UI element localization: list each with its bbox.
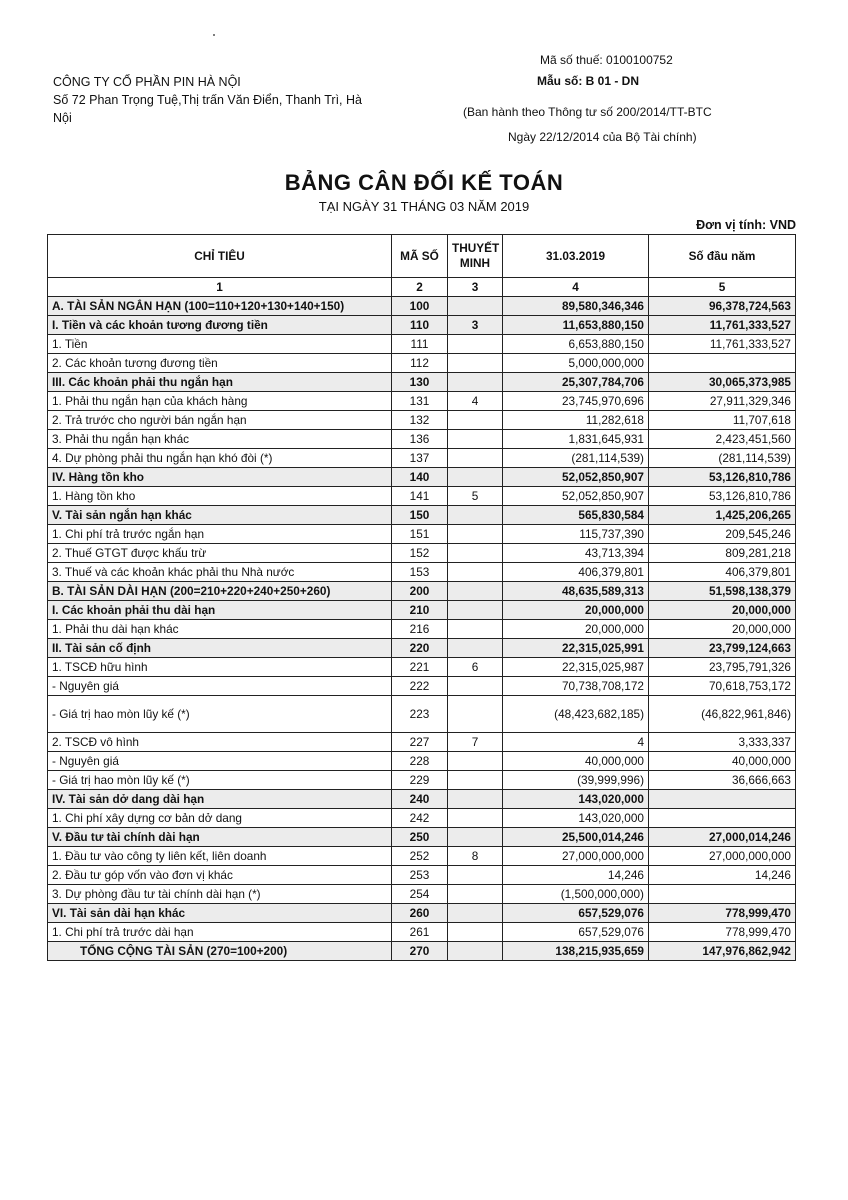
row-note bbox=[448, 354, 503, 373]
row-label: - Giá trị hao mòn lũy kế (*) bbox=[48, 696, 392, 733]
row-label: A. TÀI SẢN NGẮN HẠN (100=110+120+130+140+150) bbox=[48, 297, 392, 316]
row-label: IV. Hàng tồn kho bbox=[48, 468, 392, 487]
row-code: 223 bbox=[392, 696, 448, 733]
row-code: 131 bbox=[392, 392, 448, 411]
row-opening-value: 11,761,333,527 bbox=[649, 316, 796, 335]
row-label: - Giá trị hao mòn lũy kế (*) bbox=[48, 771, 392, 790]
row-current-value: 115,737,390 bbox=[503, 525, 649, 544]
row-note bbox=[448, 544, 503, 563]
row-code: 152 bbox=[392, 544, 448, 563]
row-label: 2. Các khoản tương đương tiền bbox=[48, 354, 392, 373]
company-address: Số 72 Phan Trọng Tuệ,Thị trấn Văn Điển, Thanh Trì, Hà Nội bbox=[53, 93, 362, 125]
row-current-value: 70,738,708,172 bbox=[503, 677, 649, 696]
index-cell: 5 bbox=[649, 278, 796, 297]
row-current-value: 138,215,935,659 bbox=[503, 942, 649, 961]
index-cell: 3 bbox=[448, 278, 503, 297]
table-row bbox=[48, 828, 796, 847]
row-label: 3. Thuế và các khoản khác phải thu Nhà nước bbox=[48, 563, 392, 582]
row-current-value: 25,500,014,246 bbox=[503, 828, 649, 847]
row-note bbox=[448, 582, 503, 601]
table-row bbox=[48, 449, 796, 468]
row-code: 261 bbox=[392, 923, 448, 942]
row-code: 254 bbox=[392, 885, 448, 904]
row-label: V. Đầu tư tài chính dài hạn bbox=[48, 828, 392, 847]
row-opening-value: 20,000,000 bbox=[649, 620, 796, 639]
row-note bbox=[448, 752, 503, 771]
table-row bbox=[48, 582, 796, 601]
table-row bbox=[48, 506, 796, 525]
row-current-value: 23,745,970,696 bbox=[503, 392, 649, 411]
row-label: I. Tiền và các khoản tương đương tiền bbox=[48, 316, 392, 335]
row-opening-value: 96,378,724,563 bbox=[649, 297, 796, 316]
row-current-value: 143,020,000 bbox=[503, 809, 649, 828]
header-note-line1: THUYẾT bbox=[452, 241, 500, 255]
row-note bbox=[448, 904, 503, 923]
index-cell: 1 bbox=[48, 278, 392, 297]
row-label: III. Các khoản phải thu ngắn hạn bbox=[48, 373, 392, 392]
row-code: 100 bbox=[392, 297, 448, 316]
row-note bbox=[448, 525, 503, 544]
table-row bbox=[48, 430, 796, 449]
table-row bbox=[48, 904, 796, 923]
row-label: 3. Dự phòng đầu tư tài chính dài hạn (*) bbox=[48, 885, 392, 904]
row-opening-value: 14,246 bbox=[649, 866, 796, 885]
row-note bbox=[448, 563, 503, 582]
row-code: 110 bbox=[392, 316, 448, 335]
row-code: 130 bbox=[392, 373, 448, 392]
row-opening-value: 778,999,470 bbox=[649, 904, 796, 923]
row-note bbox=[448, 828, 503, 847]
table-row bbox=[48, 752, 796, 771]
table-row bbox=[48, 354, 796, 373]
row-current-value: (1,500,000,000) bbox=[503, 885, 649, 904]
row-opening-value: 51,598,138,379 bbox=[649, 582, 796, 601]
row-code: 227 bbox=[392, 733, 448, 752]
row-opening-value: 3,333,337 bbox=[649, 733, 796, 752]
row-note bbox=[448, 790, 503, 809]
row-opening-value bbox=[649, 885, 796, 904]
table-row bbox=[48, 487, 796, 506]
row-code: 210 bbox=[392, 601, 448, 620]
table-row bbox=[48, 658, 796, 677]
row-current-value: 14,246 bbox=[503, 866, 649, 885]
table-row bbox=[48, 733, 796, 752]
row-opening-value bbox=[649, 354, 796, 373]
row-code: 150 bbox=[392, 506, 448, 525]
row-current-value: (281,114,539) bbox=[503, 449, 649, 468]
row-label: 1. TSCĐ hữu hình bbox=[48, 658, 392, 677]
row-label: 1. Hàng tồn kho bbox=[48, 487, 392, 506]
issued-date: Ngày 22/12/2014 của Bộ Tài chính) bbox=[508, 130, 697, 144]
row-label: 1. Chi phí xây dựng cơ bản dở dang bbox=[48, 809, 392, 828]
index-cell: 4 bbox=[503, 278, 649, 297]
row-label: IV. Tài sản dở dang dài hạn bbox=[48, 790, 392, 809]
row-note: 3 bbox=[448, 316, 503, 335]
table-row bbox=[48, 847, 796, 866]
row-code: 137 bbox=[392, 449, 448, 468]
row-note bbox=[448, 335, 503, 354]
row-label: 2. Trả trước cho người bán ngắn hạn bbox=[48, 411, 392, 430]
table-row bbox=[48, 790, 796, 809]
row-opening-value: 30,065,373,985 bbox=[649, 373, 796, 392]
table-row bbox=[48, 942, 796, 961]
row-code: 250 bbox=[392, 828, 448, 847]
row-note bbox=[448, 506, 503, 525]
row-opening-value: 1,425,206,265 bbox=[649, 506, 796, 525]
row-current-value: 40,000,000 bbox=[503, 752, 649, 771]
row-code: 253 bbox=[392, 866, 448, 885]
row-code: 270 bbox=[392, 942, 448, 961]
row-code: 220 bbox=[392, 639, 448, 658]
row-note: 4 bbox=[448, 392, 503, 411]
issued-by: (Ban hành theo Thông tư số 200/2014/TT-BTC bbox=[463, 105, 712, 119]
row-current-value: 657,529,076 bbox=[503, 923, 649, 942]
scan-speck bbox=[213, 34, 215, 36]
row-note: 6 bbox=[448, 658, 503, 677]
header-note-line2: MINH bbox=[459, 256, 491, 270]
row-label: 1. Phải thu dài hạn khác bbox=[48, 620, 392, 639]
row-note bbox=[448, 885, 503, 904]
row-current-value: 657,529,076 bbox=[503, 904, 649, 923]
row-opening-value: 27,000,000,000 bbox=[649, 847, 796, 866]
balance-sheet-table bbox=[47, 234, 796, 961]
header-indicator: CHỈ TIÊU bbox=[48, 235, 392, 278]
document-title: BẢNG CÂN ĐỐI KẾ TOÁN bbox=[284, 170, 564, 195]
row-opening-value: 40,000,000 bbox=[649, 752, 796, 771]
row-label: II. Tài sản cố định bbox=[48, 639, 392, 658]
row-opening-value: 406,379,801 bbox=[649, 563, 796, 582]
row-opening-value: 809,281,218 bbox=[649, 544, 796, 563]
row-opening-value: 778,999,470 bbox=[649, 923, 796, 942]
table-row bbox=[48, 639, 796, 658]
row-note bbox=[448, 411, 503, 430]
form-number: Mẫu số: B 01 - DN bbox=[537, 74, 640, 88]
row-label: 1. Phải thu ngắn hạn của khách hàng bbox=[48, 392, 392, 411]
row-current-value: 22,315,025,987 bbox=[503, 658, 649, 677]
row-opening-value: 23,799,124,663 bbox=[649, 639, 796, 658]
row-opening-value: 23,795,791,326 bbox=[649, 658, 796, 677]
row-label: VI. Tài sản dài hạn khác bbox=[48, 904, 392, 923]
row-opening-value: 11,707,618 bbox=[649, 411, 796, 430]
row-current-value: 6,653,880,150 bbox=[503, 335, 649, 354]
table-row bbox=[48, 544, 796, 563]
table-row bbox=[48, 620, 796, 639]
header-note bbox=[448, 235, 503, 278]
row-current-value: 48,635,589,313 bbox=[503, 582, 649, 601]
row-code: 260 bbox=[392, 904, 448, 923]
row-code: 216 bbox=[392, 620, 448, 639]
row-opening-value: 36,666,663 bbox=[649, 771, 796, 790]
row-code: 132 bbox=[392, 411, 448, 430]
table-row bbox=[48, 885, 796, 904]
table-header-row bbox=[48, 235, 796, 278]
row-current-value: 20,000,000 bbox=[503, 620, 649, 639]
row-code: 228 bbox=[392, 752, 448, 771]
row-label: 2. TSCĐ vô hình bbox=[48, 733, 392, 752]
row-label: 1. Chi phí trả trước dài hạn bbox=[48, 923, 392, 942]
row-note bbox=[448, 449, 503, 468]
row-note bbox=[448, 942, 503, 961]
row-code: 252 bbox=[392, 847, 448, 866]
row-label: 3. Phải thu ngắn hạn khác bbox=[48, 430, 392, 449]
row-note bbox=[448, 639, 503, 658]
row-label: 1. Đầu tư vào công ty liên kết, liên doanh bbox=[48, 847, 392, 866]
row-opening-value: 20,000,000 bbox=[649, 601, 796, 620]
row-current-value: (48,423,682,185) bbox=[503, 696, 649, 733]
header-opening: Số đầu năm bbox=[649, 235, 796, 278]
row-label: - Nguyên giá bbox=[48, 752, 392, 771]
row-note bbox=[448, 771, 503, 790]
row-label: 1. Tiền bbox=[48, 335, 392, 354]
row-label: 2. Đầu tư góp vốn vào đơn vị khác bbox=[48, 866, 392, 885]
table-row bbox=[48, 373, 796, 392]
row-current-value: (39,999,996) bbox=[503, 771, 649, 790]
row-code: 240 bbox=[392, 790, 448, 809]
row-note bbox=[448, 373, 503, 392]
row-note: 7 bbox=[448, 733, 503, 752]
tax-code: Mã số thuế: 0100100752 bbox=[540, 53, 673, 67]
row-opening-value: 11,761,333,527 bbox=[649, 335, 796, 354]
row-current-value: 4 bbox=[503, 733, 649, 752]
row-opening-value: 147,976,862,942 bbox=[649, 942, 796, 961]
row-opening-value: 2,423,451,560 bbox=[649, 430, 796, 449]
row-current-value: 89,580,346,346 bbox=[503, 297, 649, 316]
row-note bbox=[448, 620, 503, 639]
row-opening-value: 53,126,810,786 bbox=[649, 468, 796, 487]
row-current-value: 52,052,850,907 bbox=[503, 487, 649, 506]
currency-unit: Đơn vị tính: VND bbox=[696, 218, 796, 232]
table-row bbox=[48, 563, 796, 582]
row-opening-value: (46,822,961,846) bbox=[649, 696, 796, 733]
table-row bbox=[48, 525, 796, 544]
row-current-value: 11,282,618 bbox=[503, 411, 649, 430]
table-row bbox=[48, 866, 796, 885]
row-current-value: 11,653,880,150 bbox=[503, 316, 649, 335]
row-code: 229 bbox=[392, 771, 448, 790]
row-label: V. Tài sản ngắn hạn khác bbox=[48, 506, 392, 525]
row-opening-value bbox=[649, 809, 796, 828]
row-note bbox=[448, 809, 503, 828]
row-opening-value: 70,618,753,172 bbox=[649, 677, 796, 696]
row-code: 141 bbox=[392, 487, 448, 506]
row-code: 136 bbox=[392, 430, 448, 449]
document-subtitle: TẠI NGÀY 31 THÁNG 03 NĂM 2019 bbox=[318, 199, 530, 214]
row-note: 8 bbox=[448, 847, 503, 866]
row-current-value: 1,831,645,931 bbox=[503, 430, 649, 449]
row-label: I. Các khoản phải thu dài hạn bbox=[48, 601, 392, 620]
row-label: TỔNG CỘNG TÀI SẢN (270=100+200) bbox=[48, 942, 392, 961]
table-row bbox=[48, 316, 796, 335]
row-current-value: 406,379,801 bbox=[503, 563, 649, 582]
row-current-value: 22,315,025,991 bbox=[503, 639, 649, 658]
table-row bbox=[48, 677, 796, 696]
table-row bbox=[48, 696, 796, 733]
row-code: 153 bbox=[392, 563, 448, 582]
row-current-value: 52,052,850,907 bbox=[503, 468, 649, 487]
header-current: 31.03.2019 bbox=[503, 235, 649, 278]
row-current-value: 25,307,784,706 bbox=[503, 373, 649, 392]
row-label: 2. Thuế GTGT được khấu trừ bbox=[48, 544, 392, 563]
company-name: CÔNG TY CỔ PHẦN PIN HÀ NỘI bbox=[53, 75, 241, 89]
row-current-value: 27,000,000,000 bbox=[503, 847, 649, 866]
row-current-value: 5,000,000,000 bbox=[503, 354, 649, 373]
header-code: MÃ SỐ bbox=[392, 235, 448, 278]
row-label: 1. Chi phí trả trước ngắn hạn bbox=[48, 525, 392, 544]
row-code: 242 bbox=[392, 809, 448, 828]
table-row bbox=[48, 923, 796, 942]
row-code: 112 bbox=[392, 354, 448, 373]
row-note bbox=[448, 696, 503, 733]
row-opening-value: (281,114,539) bbox=[649, 449, 796, 468]
row-current-value: 43,713,394 bbox=[503, 544, 649, 563]
row-code: 221 bbox=[392, 658, 448, 677]
table-row bbox=[48, 297, 796, 316]
row-opening-value: 27,911,329,346 bbox=[649, 392, 796, 411]
row-note bbox=[448, 677, 503, 696]
row-current-value: 143,020,000 bbox=[503, 790, 649, 809]
index-cell: 2 bbox=[392, 278, 448, 297]
row-code: 151 bbox=[392, 525, 448, 544]
table-row bbox=[48, 392, 796, 411]
row-note bbox=[448, 923, 503, 942]
company-block bbox=[53, 73, 383, 127]
row-code: 200 bbox=[392, 582, 448, 601]
table-row bbox=[48, 468, 796, 487]
row-opening-value bbox=[649, 790, 796, 809]
row-opening-value: 209,545,246 bbox=[649, 525, 796, 544]
row-code: 140 bbox=[392, 468, 448, 487]
row-note bbox=[448, 601, 503, 620]
table-row bbox=[48, 411, 796, 430]
row-note: 5 bbox=[448, 487, 503, 506]
row-label: 4. Dự phòng phải thu ngắn hạn khó đòi (*) bbox=[48, 449, 392, 468]
table-row bbox=[48, 809, 796, 828]
row-opening-value: 27,000,014,246 bbox=[649, 828, 796, 847]
row-label: B. TÀI SẢN DÀI HẠN (200=210+220+240+250+260) bbox=[48, 582, 392, 601]
row-code: 111 bbox=[392, 335, 448, 354]
row-note bbox=[448, 866, 503, 885]
row-note bbox=[448, 297, 503, 316]
row-label: - Nguyên giá bbox=[48, 677, 392, 696]
table-row bbox=[48, 601, 796, 620]
row-note bbox=[448, 468, 503, 487]
row-opening-value: 53,126,810,786 bbox=[649, 487, 796, 506]
column-index-row bbox=[48, 278, 796, 297]
row-code: 222 bbox=[392, 677, 448, 696]
row-note bbox=[448, 430, 503, 449]
table-row bbox=[48, 335, 796, 354]
table-row bbox=[48, 771, 796, 790]
row-current-value: 20,000,000 bbox=[503, 601, 649, 620]
row-current-value: 565,830,584 bbox=[503, 506, 649, 525]
